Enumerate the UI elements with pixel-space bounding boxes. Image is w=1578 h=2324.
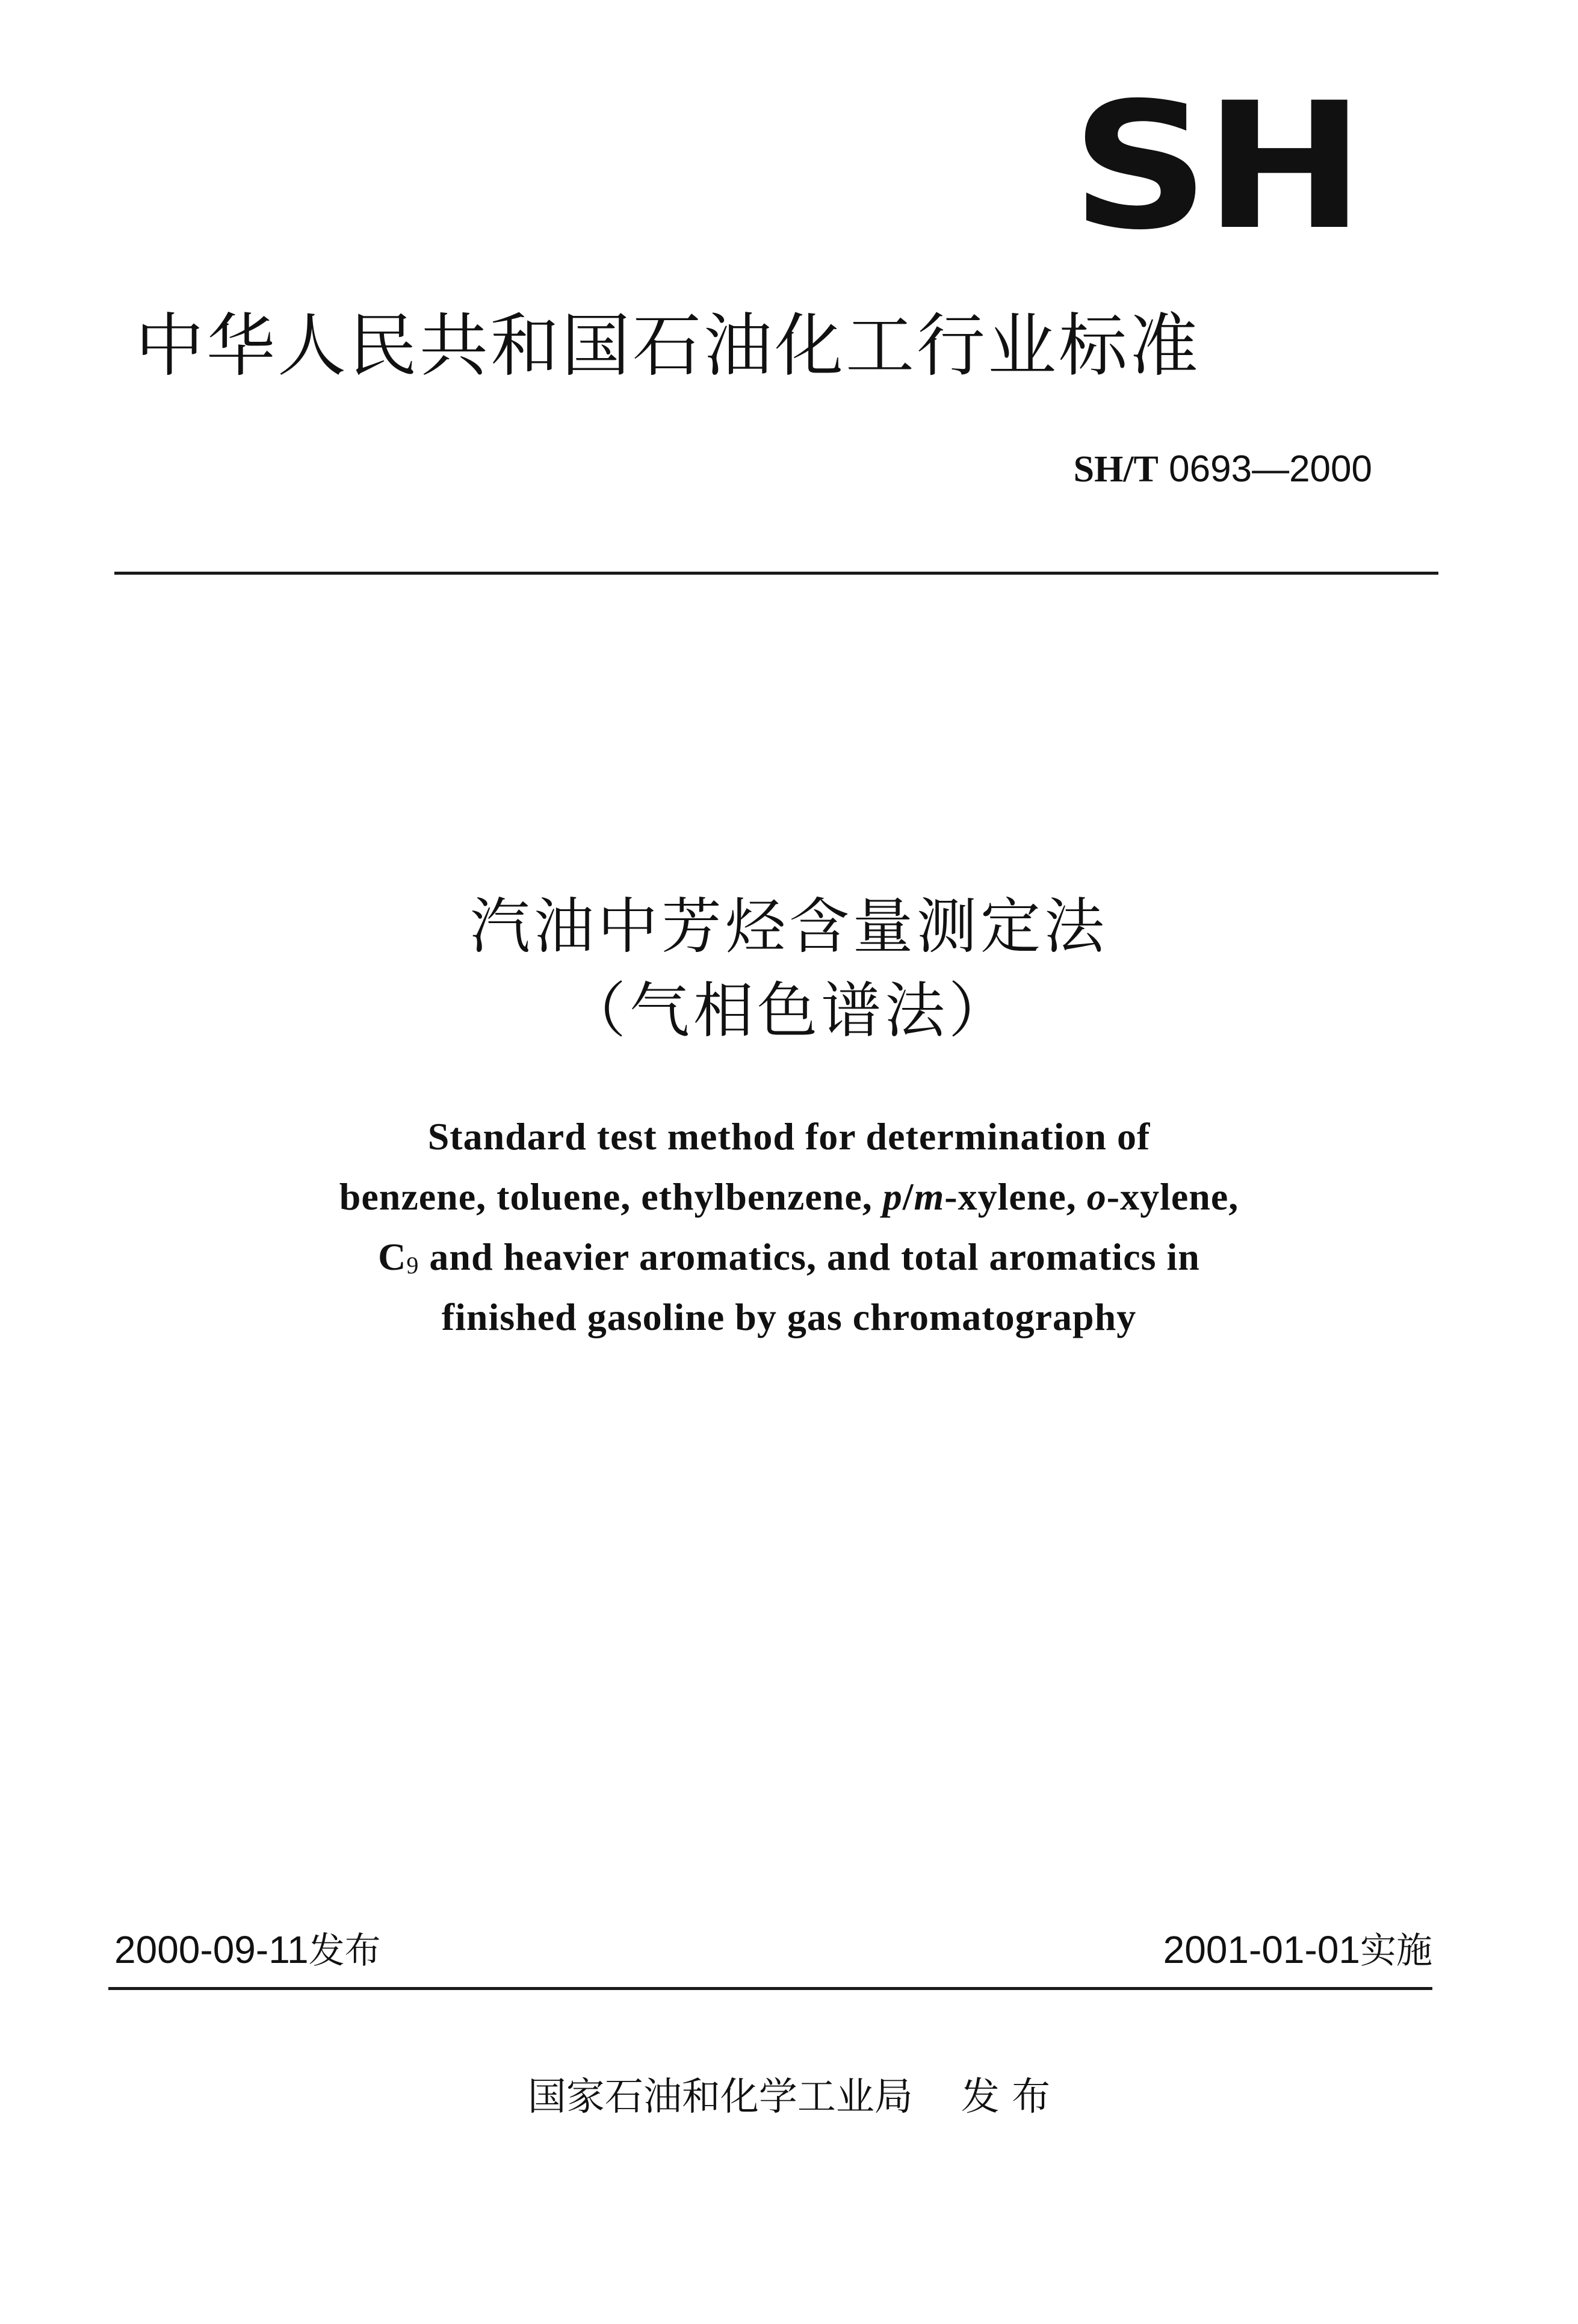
chinese-subtitle: （气相色谱法） [566, 975, 1012, 1046]
bottom-divider [108, 1987, 1432, 1990]
english-title-line-2: benzene, toluene, ethylbenzene, p/m-xylene, o-xylene, [339, 1175, 1239, 1218]
chinese-title: 汽油中芳烃含量测定法 [470, 891, 1108, 962]
issue-date-value: 2000-09-11 [114, 1928, 309, 1971]
standard-code: 0693—2000 [1169, 448, 1372, 490]
standard-prefix: SH/T [1073, 449, 1159, 490]
top-divider [114, 572, 1438, 575]
sh-logo: SH [1071, 66, 1360, 268]
issue-date [114, 1923, 381, 1978]
publisher-name: 国家石油和化学工业局 [527, 2075, 913, 2119]
publish-label: 发 布 [961, 2075, 1051, 2119]
publisher [0, 2070, 1578, 2124]
implementation-date [1163, 1923, 1432, 1978]
implementation-date-value: 2001-01-01 [1163, 1928, 1360, 1971]
standard-number [999, 445, 1372, 493]
org-title: 中华人民共和国石油化工行业标准 [135, 306, 1201, 386]
issue-date-label: 发布 [308, 1930, 381, 1972]
english-title-line-1: Standard test method for determination of [427, 1115, 1151, 1158]
english-title-line-3: $C_9$ and heavier aromatics, and total aromatics in [378, 1235, 1200, 1279]
english-title-line-4: finished gasoline by gas chromatography [441, 1296, 1137, 1338]
implementation-date-label: 实施 [1360, 1930, 1432, 1972]
